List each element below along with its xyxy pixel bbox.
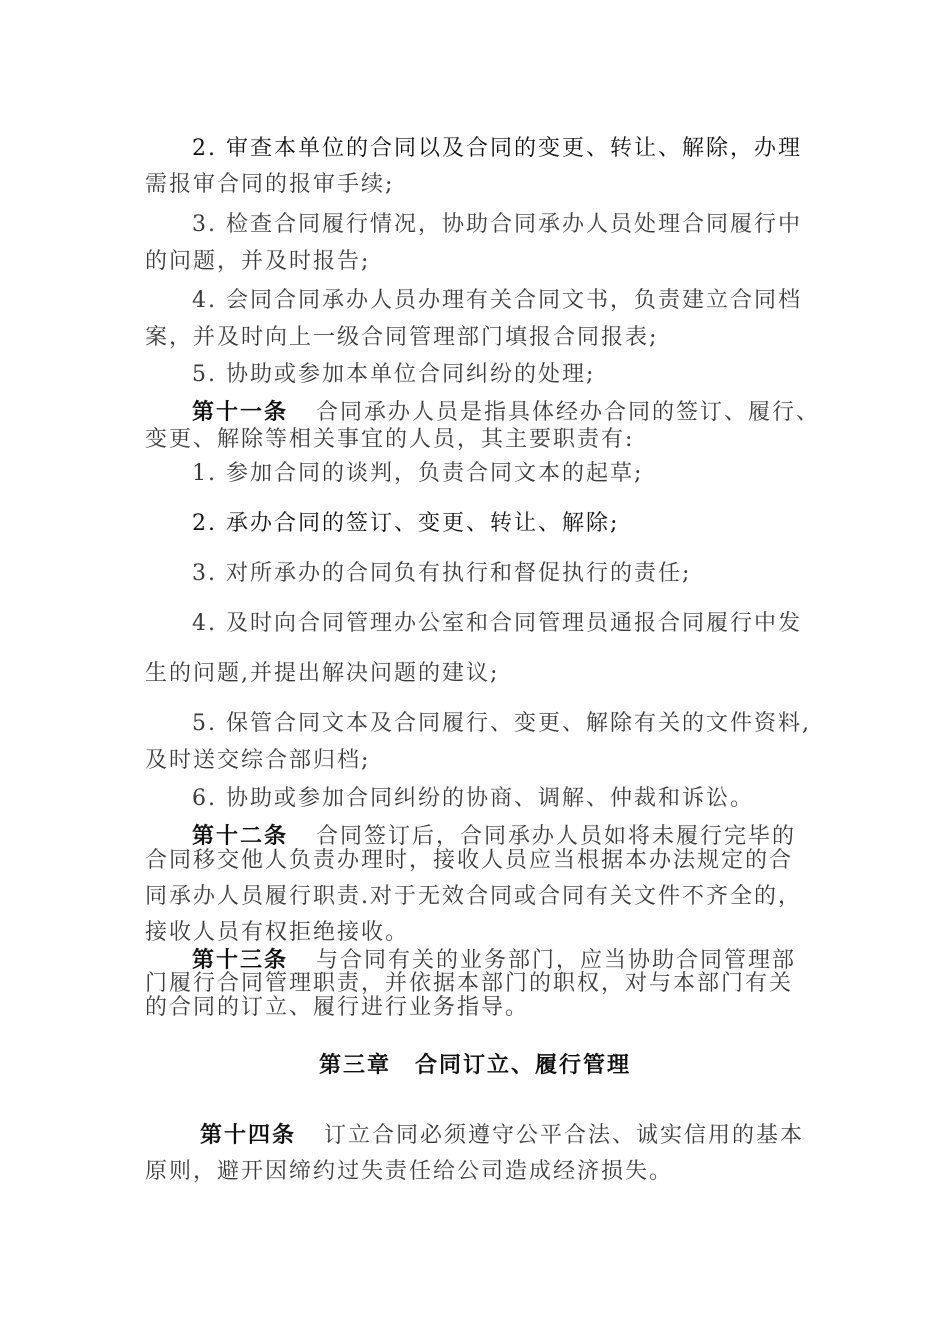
article-13-text-1: 与合同有关的业务部门，应当协助合同管理部 [316, 948, 797, 973]
contractor-duty-1: 1. 参加合同的谈判，负责合同文本的起草; [192, 461, 644, 486]
duty-item-3-line-2: 的问题，并及时报告; [145, 249, 371, 274]
duty-item-3-line-1: 3. 检查合同履行情况，协助合同承办人员处理合同履行中 [192, 212, 802, 237]
article-14-line-1 [200, 1120, 804, 1151]
article-14-text-1: 订立合同必须遵守公平合法、诚实信用的基本 [324, 1123, 805, 1148]
article-11-line-1 [192, 397, 820, 428]
article-14-line-2: 原则，避开因缔约过失责任给公司造成经济损失。 [145, 1159, 674, 1184]
article-13-heading: 第十三条 [192, 947, 289, 973]
contractor-duty-4-line-2: 生的问题,并提出解决问题的建议; [145, 661, 500, 686]
contractor-duty-2: 2. 承办合同的签订、变更、转让、解除; [192, 511, 620, 536]
article-13-line-2: 门履行合同管理职责，并依据本部门的职权，对与本部门有关 [145, 971, 794, 996]
article-11-text-1: 合同承办人员是指具体经办合同的签订、履行、 [316, 400, 821, 425]
article-12-heading: 第十二条 [192, 823, 289, 849]
contractor-duty-5-line-1: 5. 保管合同文本及合同履行、变更、解除有关的文件资料, [192, 711, 811, 736]
duty-item-5: 5. 协助或参加本单位合同纠纷的处理; [192, 362, 596, 387]
chapter-title: 第三章 合同订立、履行管理 [318, 1052, 631, 1078]
article-14-heading: 第十四条 [200, 1122, 297, 1148]
article-12-text-1: 合同签订后，合同承办人员如将未履行完毕的 [316, 824, 797, 849]
contractor-duty-3: 3. 对所承办的合同负有执行和督促执行的责任; [192, 561, 692, 586]
article-12-line-3: 同承办人员履行职责.对于无效合同或合同有关文件不齐全的， [145, 884, 802, 909]
article-11-line-2: 变更、解除等相关事宜的人员，其主要职责有: [145, 427, 635, 452]
contractor-duty-6: 6. 协助或参加合同纠纷的协商、调解、仲裁和诉讼。 [192, 786, 754, 811]
duty-item-2-line-2: 需报审合同的报审手续; [145, 172, 395, 197]
duty-item-4-line-1: 4. 会同合同承办人员办理有关合同文书，负责建立合同档 [192, 288, 802, 313]
contractor-duty-4-line-1: 4. 及时向合同管理办公室和合同管理员通报合同履行中发 [192, 611, 802, 636]
article-12-line-2: 合同移交他人负责办理时，接收人员应当根据本办法规定的合 [145, 848, 794, 873]
contractor-duty-5-line-2: 及时送交综合部归档; [145, 748, 371, 773]
article-13-line-3: 的合同的订立、履行进行业务指导。 [145, 995, 530, 1020]
duty-item-2-line-1: 2. 审查本单位的合同以及合同的变更、转让、解除，办理 [192, 136, 802, 161]
duty-item-4-line-2: 案，并及时向上一级合同管理部门填报合同报表; [145, 325, 659, 350]
article-11-heading: 第十一条 [192, 399, 289, 425]
article-12-line-4: 接收人员有权拒绝接收。 [145, 920, 410, 945]
